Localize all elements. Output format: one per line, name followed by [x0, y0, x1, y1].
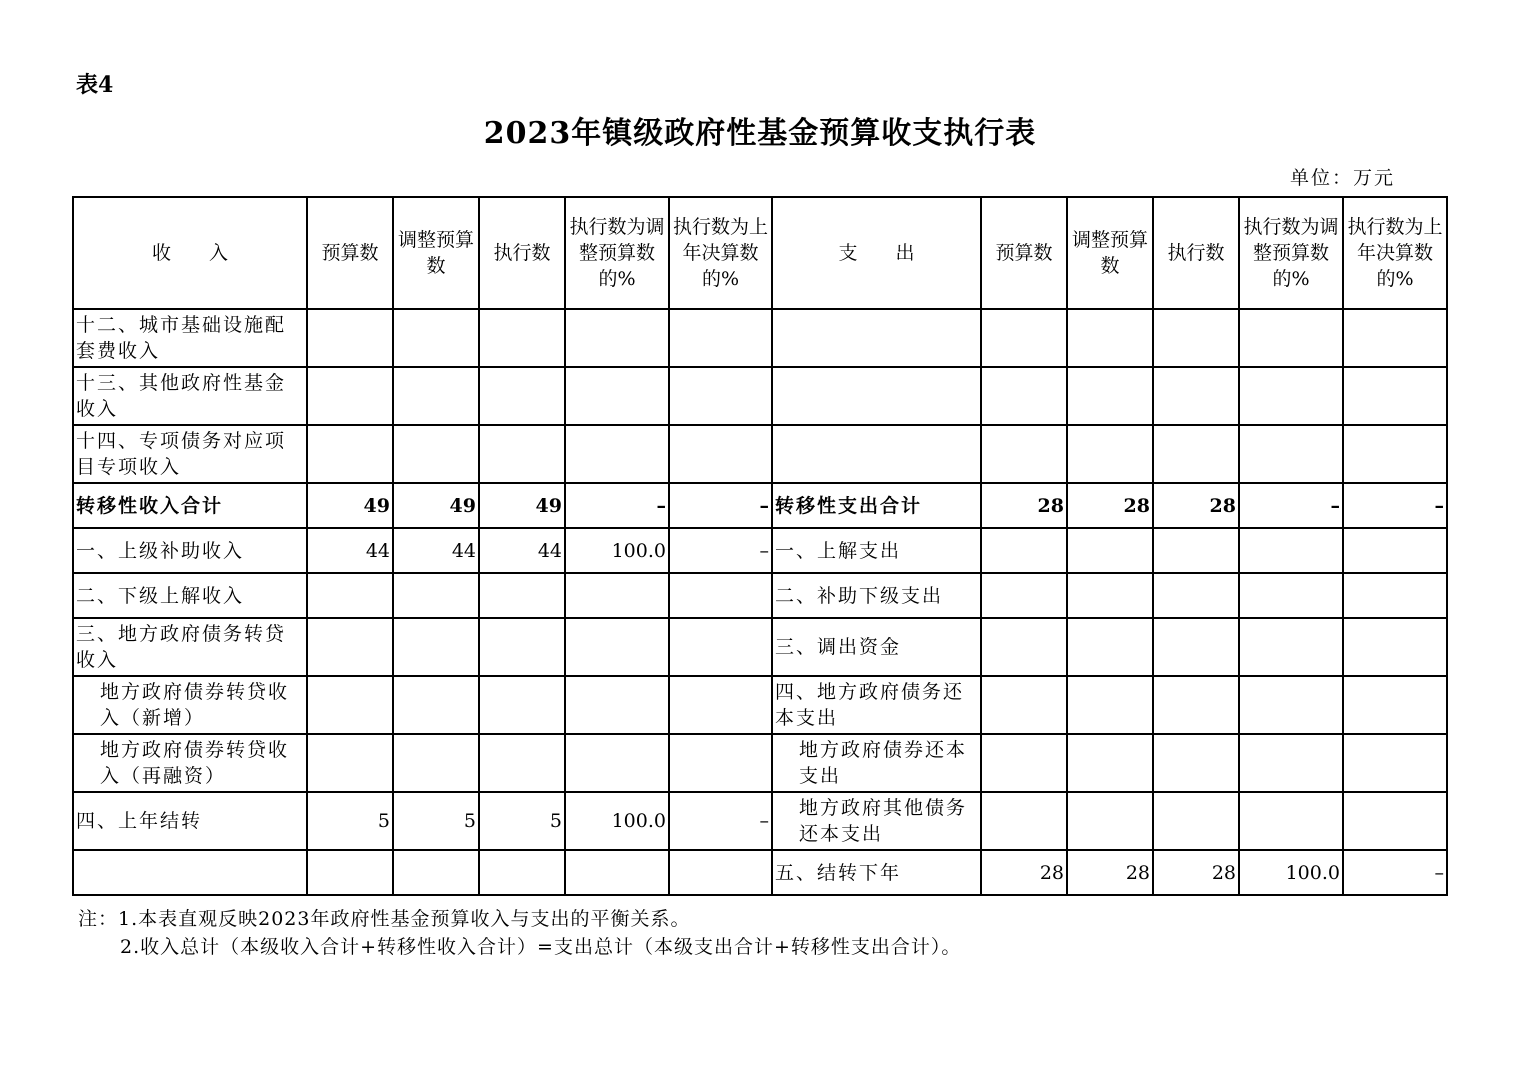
table-cell — [981, 425, 1067, 483]
table-cell — [565, 618, 669, 676]
table-cell — [1239, 792, 1343, 850]
table-row — [73, 367, 1447, 425]
table-cell — [1067, 792, 1153, 850]
income-item-label: 转移性收入合计 — [73, 483, 307, 528]
table-label: 表4 — [76, 72, 114, 98]
table-cell — [981, 792, 1067, 850]
table-cell — [1343, 792, 1447, 850]
header-expense: 支 出 — [772, 197, 981, 309]
table-cell: – — [669, 528, 772, 573]
expense-item-label: 四、地方政府债务还本支出 — [772, 676, 981, 734]
income-item-label: 地方政府债券转贷收入（再融资） — [73, 734, 307, 792]
expense-item-label: 一、上解支出 — [772, 528, 981, 573]
header-in-adjusted: 调整预算数 — [393, 197, 479, 309]
expense-item-label: 三、调出资金 — [772, 618, 981, 676]
header-income: 收 入 — [73, 197, 307, 309]
table-cell — [1067, 734, 1153, 792]
table-cell: 44 — [307, 528, 393, 573]
income-item-label: 三、地方政府债务转贷收入 — [73, 618, 307, 676]
table-cell: – — [1343, 850, 1447, 895]
table-cell — [1343, 425, 1447, 483]
table-cell — [1067, 676, 1153, 734]
table-cell — [1153, 618, 1239, 676]
page-title: 2023年镇级政府性基金预算收支执行表 — [483, 116, 1037, 151]
table-cell — [1067, 528, 1153, 573]
table-cell — [669, 734, 772, 792]
table-cell — [669, 367, 772, 425]
income-item-label: 十二、城市基础设施配套费收入 — [73, 309, 307, 367]
header-in-pct-last-year: 执行数为上年决算数的% — [669, 197, 772, 309]
budget-table — [72, 196, 1448, 896]
table-cell — [1153, 676, 1239, 734]
table-cell — [565, 425, 669, 483]
table-cell — [1153, 367, 1239, 425]
table-cell — [307, 367, 393, 425]
table-cell — [1343, 734, 1447, 792]
table-cell — [565, 850, 669, 895]
table-cell — [1239, 425, 1343, 483]
table-cell — [565, 676, 669, 734]
table-cell — [981, 309, 1067, 367]
footnotes — [78, 905, 961, 961]
table-cell: 28 — [981, 483, 1067, 528]
table-cell — [1067, 425, 1153, 483]
table-cell — [393, 850, 479, 895]
table-cell: 28 — [1067, 483, 1153, 528]
expense-item-label: 五、结转下年 — [772, 850, 981, 895]
table-cell — [1067, 573, 1153, 618]
income-item-label — [73, 850, 307, 895]
table-cell — [479, 676, 565, 734]
table-cell — [981, 573, 1067, 618]
table-row — [73, 734, 1447, 792]
table-cell — [1239, 618, 1343, 676]
table-cell — [479, 734, 565, 792]
expense-item-label: 地方政府债券还本支出 — [772, 734, 981, 792]
expense-item-label — [772, 309, 981, 367]
table-cell — [307, 618, 393, 676]
table-row — [73, 618, 1447, 676]
table-cell — [393, 618, 479, 676]
table-cell: 28 — [1067, 850, 1153, 895]
table-cell: – — [669, 792, 772, 850]
table-row — [73, 573, 1447, 618]
table-cell: 5 — [479, 792, 565, 850]
table-cell: – — [1343, 483, 1447, 528]
table-cell — [1239, 676, 1343, 734]
income-item-label: 十三、其他政府性基金收入 — [73, 367, 307, 425]
table-cell — [307, 676, 393, 734]
table-cell — [307, 425, 393, 483]
header-row — [73, 197, 1447, 309]
table-cell — [393, 425, 479, 483]
table-cell: 49 — [307, 483, 393, 528]
table-cell — [669, 425, 772, 483]
header-out-adjusted: 调整预算数 — [1067, 197, 1153, 309]
table-cell: 5 — [393, 792, 479, 850]
table-cell — [1239, 528, 1343, 573]
table-cell: 28 — [981, 850, 1067, 895]
table-cell — [1239, 573, 1343, 618]
table-cell — [1153, 425, 1239, 483]
table-row — [73, 425, 1447, 483]
table-cell — [479, 309, 565, 367]
table-cell — [307, 850, 393, 895]
table-row — [73, 528, 1447, 573]
table-cell — [669, 309, 772, 367]
table-cell — [393, 309, 479, 367]
expense-item-label: 地方政府其他债务还本支出 — [772, 792, 981, 850]
table-cell — [307, 573, 393, 618]
income-item-label: 一、上级补助收入 — [73, 528, 307, 573]
table-cell — [1343, 618, 1447, 676]
table-cell — [393, 367, 479, 425]
expense-item-label: 转移性支出合计 — [772, 483, 981, 528]
table-cell: 49 — [393, 483, 479, 528]
income-item-label: 二、下级上解收入 — [73, 573, 307, 618]
table-cell — [1153, 792, 1239, 850]
table-cell — [393, 734, 479, 792]
header-out-pct-adjusted: 执行数为调整预算数的% — [1239, 197, 1343, 309]
header-in-pct-adjusted: 执行数为调整预算数的% — [565, 197, 669, 309]
table-cell — [669, 850, 772, 895]
income-item-label: 地方政府债券转贷收入（新增） — [73, 676, 307, 734]
table-cell — [1153, 309, 1239, 367]
table-cell — [393, 676, 479, 734]
header-out-budget: 预算数 — [981, 197, 1067, 309]
table-cell — [1067, 309, 1153, 367]
expense-item-label — [772, 367, 981, 425]
table-cell: – — [669, 483, 772, 528]
table-cell — [1239, 367, 1343, 425]
table-cell — [393, 573, 479, 618]
table-row — [73, 309, 1447, 367]
table-cell — [1343, 676, 1447, 734]
table-cell — [565, 734, 669, 792]
table-cell: 28 — [1153, 850, 1239, 895]
table-cell — [1343, 309, 1447, 367]
header-in-budget: 预算数 — [307, 197, 393, 309]
table-cell: 100.0 — [565, 528, 669, 573]
table-cell: 49 — [479, 483, 565, 528]
table-cell — [981, 676, 1067, 734]
table-cell — [669, 573, 772, 618]
unit-label: 单位：万元 — [1290, 167, 1396, 189]
expense-item-label: 二、补助下级支出 — [772, 573, 981, 618]
table-cell — [981, 734, 1067, 792]
table-cell — [565, 573, 669, 618]
income-item-label: 四、上年结转 — [73, 792, 307, 850]
table-cell — [479, 618, 565, 676]
income-item-label: 十四、专项债务对应项目专项收入 — [73, 425, 307, 483]
table-cell — [1239, 734, 1343, 792]
note-1: 注：1.本表直观反映2023年政府性基金预算收入与支出的平衡关系。 — [78, 908, 691, 930]
table-cell — [1067, 618, 1153, 676]
table-row — [73, 676, 1447, 734]
table-cell — [1153, 528, 1239, 573]
table-row — [73, 850, 1447, 895]
table-row — [73, 792, 1447, 850]
header-in-executed: 执行数 — [479, 197, 565, 309]
table-cell — [1153, 734, 1239, 792]
table-cell — [1239, 309, 1343, 367]
expense-item-label — [772, 425, 981, 483]
table-cell: 28 — [1153, 483, 1239, 528]
table-cell — [479, 367, 565, 425]
table-cell — [479, 573, 565, 618]
table-row — [73, 483, 1447, 528]
table-cell — [307, 309, 393, 367]
table-cell — [565, 367, 669, 425]
table-cell — [1343, 528, 1447, 573]
table-cell: 44 — [393, 528, 479, 573]
table-cell: – — [565, 483, 669, 528]
table-cell — [479, 850, 565, 895]
table-cell: 100.0 — [1239, 850, 1343, 895]
table-cell — [981, 367, 1067, 425]
table-cell — [981, 618, 1067, 676]
header-out-executed: 执行数 — [1153, 197, 1239, 309]
table-cell — [981, 528, 1067, 573]
table-cell: 44 — [479, 528, 565, 573]
table-cell — [1343, 573, 1447, 618]
note-2: 2.收入总计（本级收入合计+转移性收入合计）=支出总计（本级支出合计+转移性支出合计）。 — [120, 936, 962, 958]
table-cell: 100.0 — [565, 792, 669, 850]
header-out-pct-last-year: 执行数为上年决算数的% — [1343, 197, 1447, 309]
table-cell — [669, 676, 772, 734]
table-cell — [1067, 367, 1153, 425]
table-cell: 5 — [307, 792, 393, 850]
table-cell — [307, 734, 393, 792]
table-cell — [565, 309, 669, 367]
table-cell — [1343, 367, 1447, 425]
table-cell: – — [1239, 483, 1343, 528]
table-cell — [1153, 573, 1239, 618]
table-cell — [479, 425, 565, 483]
table-cell — [669, 618, 772, 676]
